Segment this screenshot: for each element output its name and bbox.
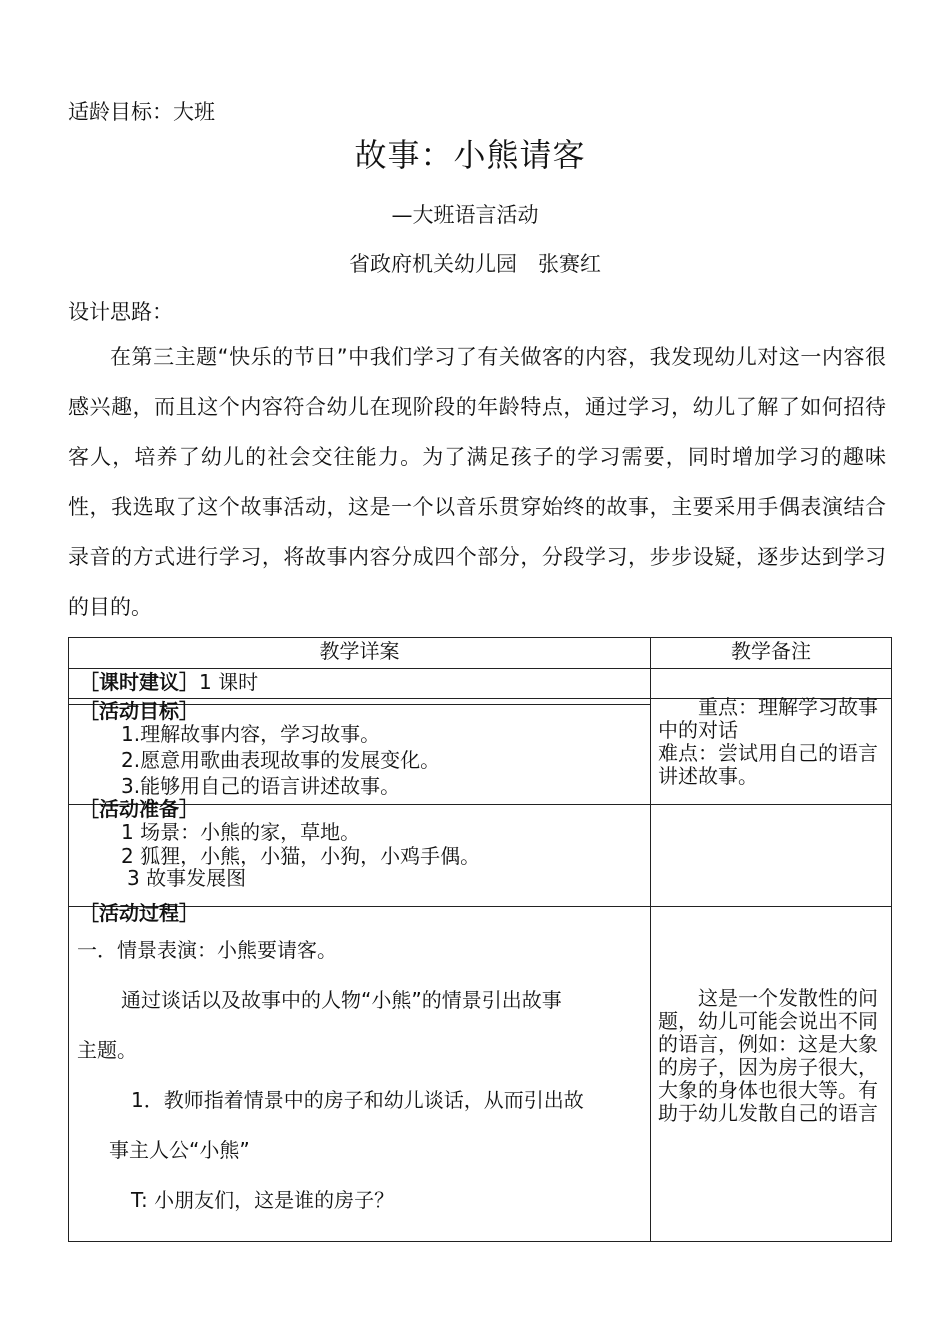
process-note: 这是一个发散性的问题，幼儿可能会说出不同的语言，例如：这是大象的房子，因为房子很大，大象的身体也很大等。有助于幼儿发散自己的语言: [658, 986, 878, 1125]
lesson-label: ［课时建议］: [79, 670, 199, 694]
process-label: ［活动过程］: [79, 901, 199, 925]
prep-item: 2 狐狸，小熊，小猫，小狗，小鸡手偶。: [121, 844, 481, 868]
prep-item: 1 场景：小熊的家，草地。: [121, 820, 361, 844]
goal-item: 1.理解故事内容，学习故事。: [121, 722, 381, 746]
author: 省政府机关幼儿园 张赛红: [349, 252, 601, 276]
goal-item: 2.愿意用歌曲表现故事的发展变化。: [121, 748, 441, 772]
col2-header: 教学备注: [731, 639, 811, 663]
design-label: 设计思路：: [68, 300, 173, 324]
process-intro: 主题。: [77, 1038, 137, 1062]
design-paragraph: 在第三主题“快乐的节日”中我们学习了有关做客的内容，我发现幼儿对这一内容很感兴趣，而且这个内容符合幼儿在现阶段的年龄特点，通过学习，幼儿了解了如何招待客人，培养了幼儿的社会交往能力。为了满足孩子的学习需要，同时增加学习的趣味性，我选取了这个故事活动，这是一个以音乐贯穿始终的故事，主要采用手偶表演结合录音的方式进行学习，将故事内容分成四个部分，分段学习，步步设疑，逐步达到学习的目的。: [68, 345, 886, 619]
lesson-table: [68, 637, 892, 1242]
lesson-value: 1 课时: [199, 670, 259, 694]
process-sub: 1．教师指着情景中的房子和幼儿谈话，从而引出故: [131, 1088, 584, 1112]
column-divider: [650, 638, 651, 1241]
col1-header: 教学详案: [319, 639, 400, 663]
subtitle: —大班语言活动: [391, 203, 539, 227]
age-target: 适龄目标：大班: [68, 100, 215, 124]
process-step: 一．情景表演：小熊要请客。: [77, 938, 337, 962]
goal-item: 3.能够用自己的语言讲述故事。: [121, 774, 401, 798]
process-sub: 事主人公“小熊”: [109, 1138, 250, 1162]
lesson-row: [79, 666, 258, 695]
process-question: T: 小朋友们，这是谁的房子？: [131, 1188, 395, 1212]
prep-label: ［活动准备］: [79, 797, 199, 821]
page-title: 故事：小熊请客: [354, 136, 586, 174]
goals-label: ［活动目标］: [79, 699, 199, 723]
process-intro: 通过谈话以及故事中的人物“小熊”的情景引出故事: [121, 988, 562, 1012]
goals-note: 重点：理解学习故事中的对话 难点：尝试用自己的语言讲述故事。: [658, 695, 878, 788]
prep-item: 3 故事发展图: [127, 866, 247, 890]
